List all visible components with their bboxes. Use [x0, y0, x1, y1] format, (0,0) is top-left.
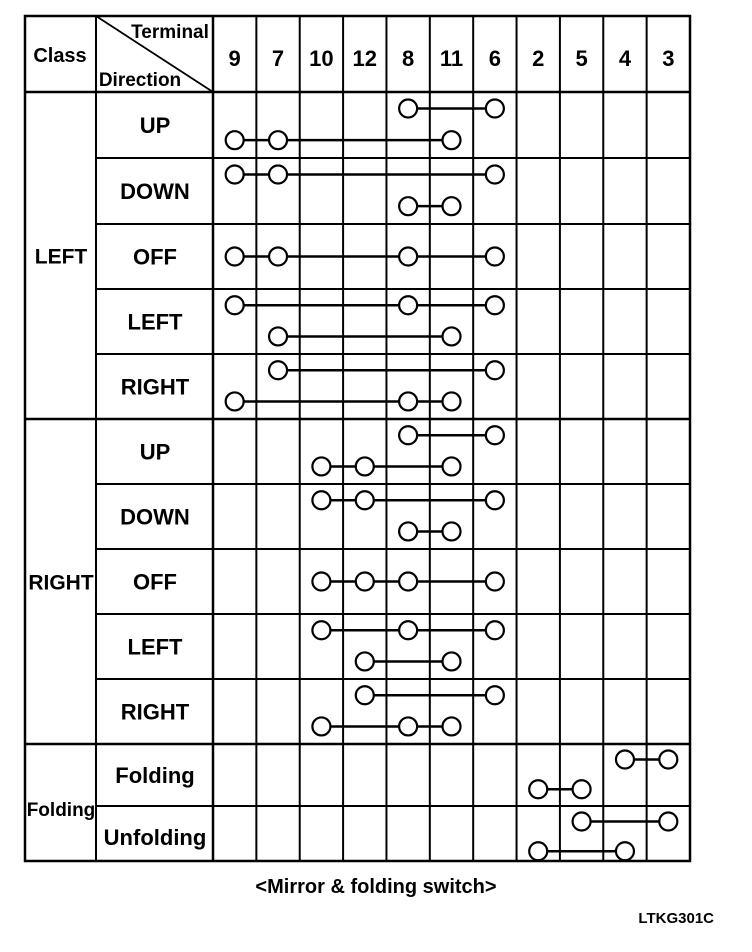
- terminal-node-9: [226, 392, 244, 410]
- direction-label-right-right: RIGHT: [120, 699, 190, 725]
- direction-label-right-down: DOWN: [120, 504, 190, 530]
- terminal-node-10: [312, 621, 330, 639]
- terminal-node-6: [486, 426, 504, 444]
- class-label-right: RIGHT: [28, 571, 94, 595]
- terminal-node-6: [486, 296, 504, 314]
- terminal-node-8: [399, 100, 417, 118]
- terminal-node-12: [356, 652, 374, 670]
- terminal-node-2: [529, 780, 547, 798]
- terminal-node-6: [486, 621, 504, 639]
- direction-header-label: Direction: [98, 70, 182, 91]
- terminal-node-8: [399, 248, 417, 266]
- terminal-node-11: [443, 717, 461, 735]
- terminal-node-4: [616, 842, 634, 860]
- terminal-header-label: Terminal: [131, 22, 209, 43]
- terminal-node-9: [226, 166, 244, 184]
- terminal-node-8: [399, 392, 417, 410]
- terminal-node-11: [443, 131, 461, 149]
- direction-label-left-off: OFF: [133, 244, 177, 270]
- terminal-header-11: 11: [439, 46, 464, 71]
- terminal-header-3: 3: [662, 46, 675, 71]
- terminal-node-6: [486, 573, 504, 591]
- terminal-node-7: [269, 361, 287, 379]
- figure-caption: <Mirror & folding switch>: [255, 876, 497, 898]
- terminal-node-9: [226, 131, 244, 149]
- terminal-node-5: [573, 780, 591, 798]
- terminal-node-6: [486, 361, 504, 379]
- direction-label-right-off: OFF: [133, 569, 177, 595]
- terminal-node-7: [269, 327, 287, 345]
- terminal-node-8: [399, 426, 417, 444]
- terminal-header-7: 7: [271, 46, 285, 71]
- terminal-node-8: [399, 197, 417, 215]
- terminal-node-6: [486, 166, 504, 184]
- terminal-node-6: [486, 686, 504, 704]
- terminal-node-11: [443, 652, 461, 670]
- direction-label-folding-unfolding: Unfolding: [103, 825, 207, 850]
- terminal-node-6: [486, 100, 504, 118]
- class-label-folding: Folding: [26, 800, 96, 821]
- class-header: Class: [33, 45, 87, 67]
- terminal-node-7: [269, 166, 287, 184]
- class-label-left: LEFT: [34, 245, 88, 269]
- terminal-node-3: [659, 751, 677, 769]
- terminal-node-2: [529, 842, 547, 860]
- terminal-node-8: [399, 621, 417, 639]
- terminal-header-10: 10: [309, 46, 334, 71]
- terminal-node-11: [443, 522, 461, 540]
- terminal-node-9: [226, 296, 244, 314]
- terminal-node-12: [356, 686, 374, 704]
- direction-label-folding-folding: Folding: [115, 763, 195, 788]
- direction-label-left-down: DOWN: [120, 179, 190, 204]
- terminal-node-10: [312, 717, 330, 735]
- terminal-header-8: 8: [402, 46, 415, 71]
- figure-code: LTKG301C: [638, 910, 714, 927]
- terminal-node-8: [399, 573, 417, 591]
- terminal-node-11: [443, 197, 461, 215]
- terminal-node-8: [399, 296, 417, 314]
- terminal-header-9: 9: [228, 46, 241, 71]
- direction-label-right-left: LEFT: [127, 634, 183, 660]
- terminal-node-12: [356, 573, 374, 591]
- terminal-node-12: [356, 491, 374, 509]
- direction-label-left-up: UP: [139, 113, 171, 138]
- terminal-node-6: [486, 248, 504, 266]
- direction-label-left-right: RIGHT: [120, 374, 190, 400]
- direction-label-left-left: LEFT: [127, 309, 183, 335]
- terminal-header-4: 4: [618, 46, 632, 71]
- terminal-node-8: [399, 522, 417, 540]
- terminal-header-12: 12: [352, 46, 378, 71]
- terminal-node-5: [573, 813, 591, 831]
- terminal-node-8: [399, 717, 417, 735]
- direction-label-right-up: UP: [139, 439, 171, 465]
- terminal-node-3: [659, 813, 677, 831]
- terminal-node-11: [443, 392, 461, 410]
- terminal-header-2: 2: [532, 46, 545, 71]
- terminal-node-10: [312, 573, 330, 591]
- terminal-node-4: [616, 751, 634, 769]
- terminal-header-5: 5: [575, 46, 588, 71]
- terminal-node-12: [356, 457, 374, 475]
- terminal-node-6: [486, 491, 504, 509]
- terminal-node-11: [443, 327, 461, 345]
- table-frame: [25, 16, 690, 861]
- terminal-node-10: [312, 457, 330, 475]
- terminal-node-7: [269, 131, 287, 149]
- terminal-node-9: [226, 248, 244, 266]
- terminal-node-7: [269, 248, 287, 266]
- terminal-node-11: [443, 457, 461, 475]
- terminal-node-10: [312, 491, 330, 509]
- terminal-header-6: 6: [488, 46, 501, 71]
